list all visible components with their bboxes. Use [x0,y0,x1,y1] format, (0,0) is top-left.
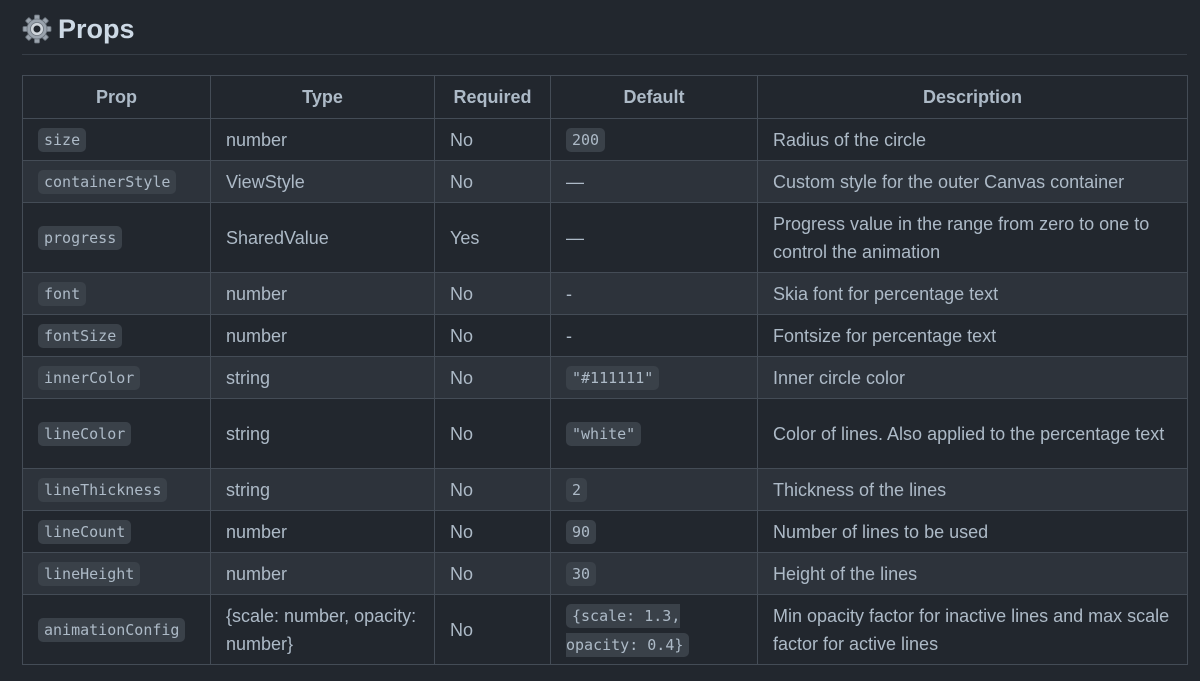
cell-description: Radius of the circle [758,119,1188,161]
prop-name-code: animationConfig [38,618,185,642]
cell-prop [23,553,211,595]
header-type: Type [211,76,435,119]
table-row [23,119,1188,161]
cell-description: Custom style for the outer Canvas container [758,161,1188,203]
cell-required: No [435,511,551,553]
default-value-code: "white" [566,422,641,446]
default-value-code: "#111111" [566,366,659,390]
cell-required: No [435,399,551,469]
cell-description: Color of lines. Also applied to the percentage text [758,399,1188,469]
cell-type: string [211,357,435,399]
default-value-code: 90 [566,520,596,544]
cell-default [551,553,758,595]
cell-default [551,469,758,511]
table-row [23,511,1188,553]
cell-default [551,511,758,553]
cell-required: No [435,119,551,161]
cell-prop [23,161,211,203]
cell-required: No [435,469,551,511]
table-row [23,399,1188,469]
cell-description: Number of lines to be used [758,511,1188,553]
cell-type: string [211,399,435,469]
cell-default: - [551,273,758,315]
table-row [23,553,1188,595]
header-required: Required [435,76,551,119]
cell-prop [23,315,211,357]
prop-name-code: font [38,282,86,306]
cell-required: No [435,273,551,315]
cell-type: string [211,469,435,511]
cell-description: Min opacity factor for inactive lines and max scale factor for active lines [758,595,1188,665]
cell-prop [23,273,211,315]
table-row [23,161,1188,203]
cell-prop [23,357,211,399]
cell-description: Fontsize for percentage text [758,315,1188,357]
cell-prop [23,595,211,665]
default-value-code: {scale: 1.3, opacity: 0.4} [566,604,689,657]
cell-type: number [211,511,435,553]
cell-required: No [435,357,551,399]
gear-icon [22,14,52,44]
section-heading [22,12,1187,55]
table-row [23,357,1188,399]
cell-type: number [211,553,435,595]
cell-required: No [435,161,551,203]
cell-required: No [435,553,551,595]
table-row [23,315,1188,357]
cell-description: Inner circle color [758,357,1188,399]
cell-required: No [435,315,551,357]
header-default: Default [551,76,758,119]
prop-name-code: fontSize [38,324,122,348]
cell-default [551,357,758,399]
prop-name-code: containerStyle [38,170,176,194]
prop-name-code: size [38,128,86,152]
cell-type: SharedValue [211,203,435,273]
cell-default [551,595,758,665]
cell-prop [23,119,211,161]
prop-name-code: lineThickness [38,478,167,502]
header-description: Description [758,76,1188,119]
cell-default: — [551,161,758,203]
cell-prop [23,203,211,273]
prop-name-code: lineCount [38,520,131,544]
prop-name-code: progress [38,226,122,250]
cell-type: {scale: number, opacity: number} [211,595,435,665]
cell-description: Progress value in the range from zero to one to control the animation [758,203,1188,273]
cell-prop [23,399,211,469]
cell-prop [23,511,211,553]
cell-type: ViewStyle [211,161,435,203]
table-row [23,469,1188,511]
cell-default: - [551,315,758,357]
table-row [23,595,1188,665]
props-table [22,75,1188,665]
default-value-code: 200 [566,128,605,152]
cell-default: — [551,203,758,273]
page-title: Props [58,14,135,44]
header-prop: Prop [23,76,211,119]
cell-description: Skia font for percentage text [758,273,1188,315]
prop-name-code: lineColor [38,422,131,446]
cell-prop [23,469,211,511]
cell-required: No [435,595,551,665]
cell-description: Thickness of the lines [758,469,1188,511]
cell-required: Yes [435,203,551,273]
cell-type: number [211,119,435,161]
table-header-row [23,76,1188,119]
cell-default [551,399,758,469]
prop-name-code: lineHeight [38,562,140,586]
prop-name-code: innerColor [38,366,140,390]
table-row [23,203,1188,273]
cell-description: Height of the lines [758,553,1188,595]
cell-default [551,119,758,161]
default-value-code: 2 [566,478,587,502]
table-row [23,273,1188,315]
default-value-code: 30 [566,562,596,586]
cell-type: number [211,273,435,315]
cell-type: number [211,315,435,357]
